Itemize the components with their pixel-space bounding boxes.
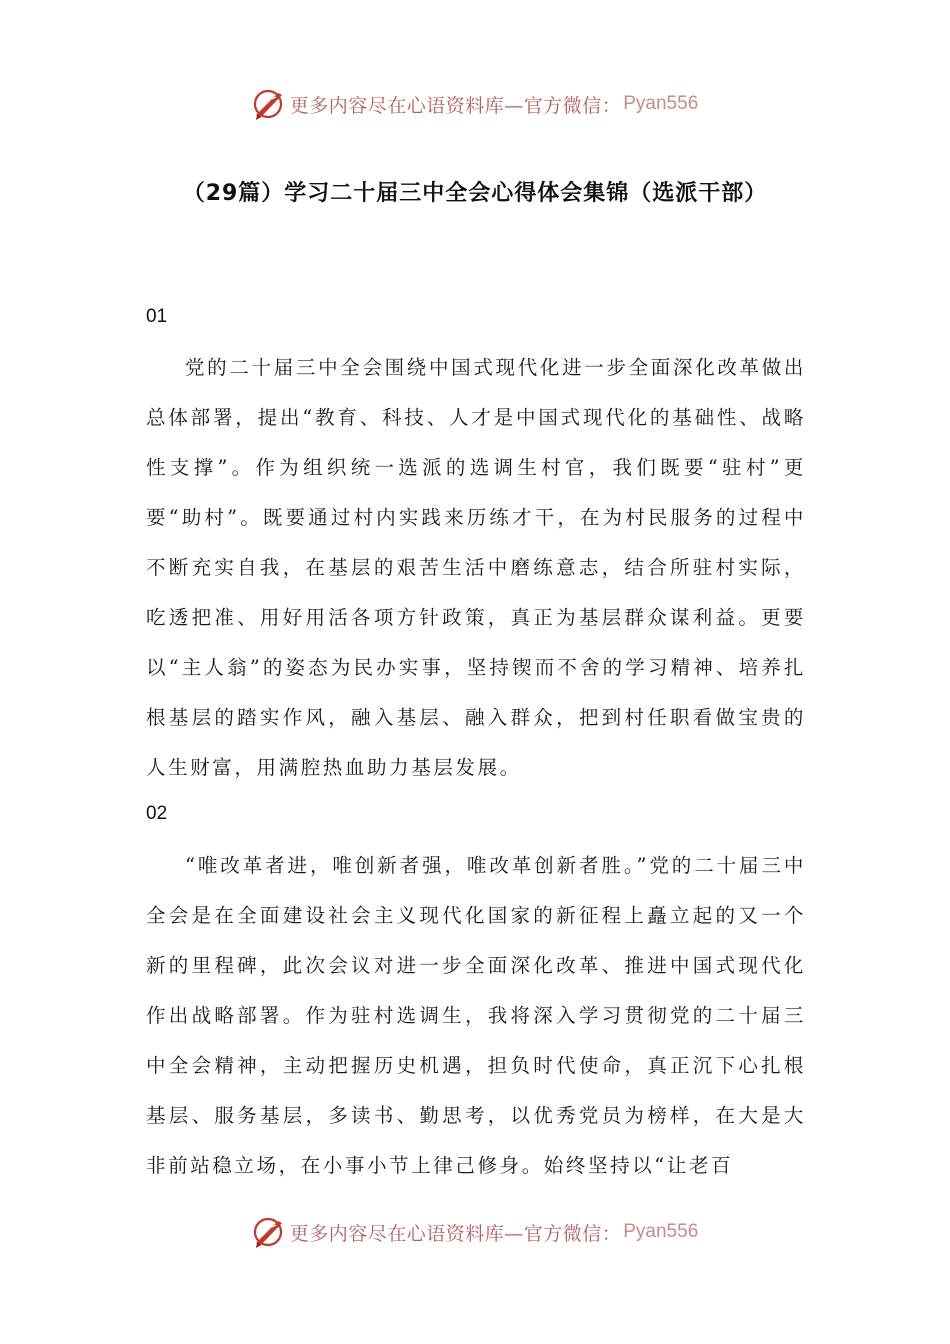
document-title: （29篇）学习二十届三中全会心得体会集锦（选派干部） xyxy=(182,181,768,206)
pen-logo-icon xyxy=(252,1215,286,1249)
pen-logo-icon xyxy=(252,87,286,121)
footer-wechat-id: Pyan556 xyxy=(623,1221,699,1242)
section-paragraph: “唯改革者进，唯创新者强，唯改革创新者胜。”党的二十届三中全会是在全面建设社会主义现代化国家的新征程上矗立起的又一个新的里程碑，此次会议对进一步全面深化改革、推进中国式现代化作出战略部署。作为驻村选调生，我将深入学习贯彻党的二十届三中全会精神，主动把握历史机遇，担负时代使命，真正沉下心扎根基层、服务基层，多读书、勤思考，以优秀党员为榜样，在大是大非前站稳立场，在小事小节上律己修身。始终坚持以“让老百 xyxy=(146,854,806,1177)
section-paragraph: 党的二十届三中全会围绕中国式现代化进一步全面深化改革做出总体部署，提出“教育、科技、人才是中国式现代化的基础性、战略性支撑”。作为组织统一选派的选调生村官，我们既要“驻村”更要“助村”。既要通过村内实践来历练才干，在为村民服务的过程中不断充实自我，在基层的艰苦生活中磨练意志，结合所驻村实际，吃透把准、用好用活各项方针政策，真正为基层群众谋利益。更要以“主人翁”的姿态为民办实事，坚持锲而不舍的学习精神、培养扎根基层的踏实作风，融入基层、融入群众，把到村任职看做宝贵的人生财富，用满腔热血助力基层发展。 xyxy=(146,356,806,779)
footer-banner-text: 更多内容尽在心语资料库—官方微信： xyxy=(289,1222,622,1245)
header-banner-text: 更多内容尽在心语资料库—官方微信： xyxy=(289,94,622,117)
section-number: 02 xyxy=(146,803,168,824)
header-wechat-id: Pyan556 xyxy=(623,93,699,114)
section-number: 01 xyxy=(146,306,168,327)
footer-banner xyxy=(0,1212,950,1252)
header-banner xyxy=(0,84,950,124)
